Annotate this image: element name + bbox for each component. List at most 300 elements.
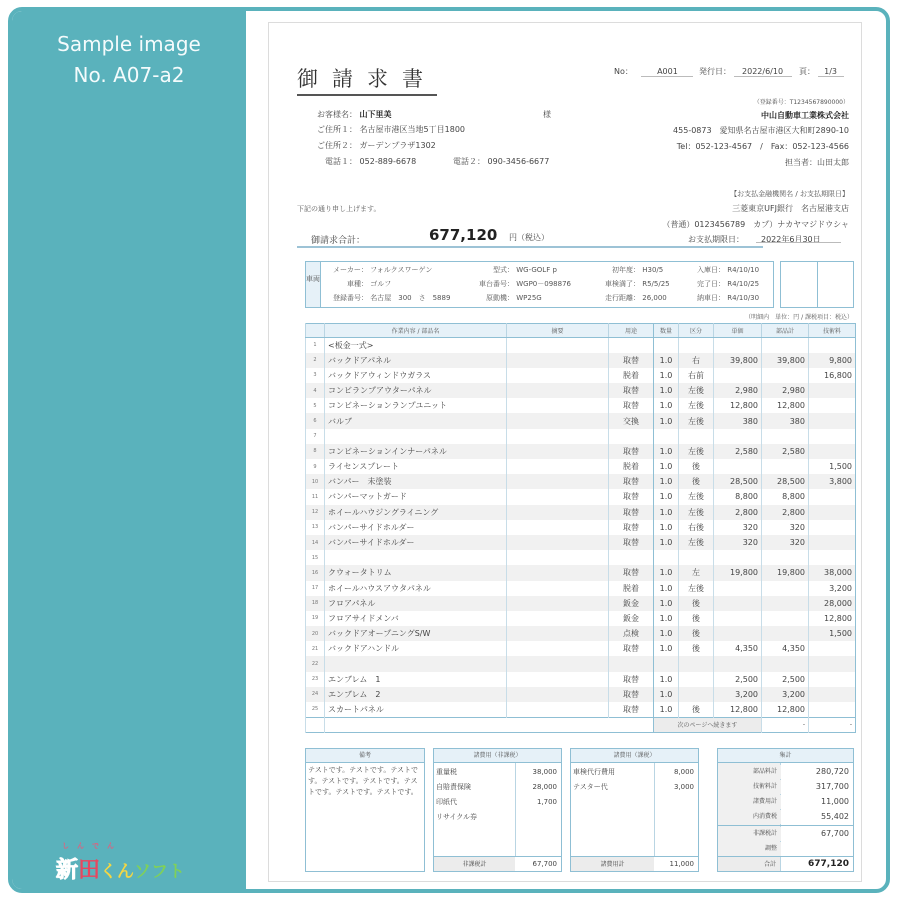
cell-position: 後: [679, 702, 714, 717]
cell-memo: [507, 459, 609, 474]
cell-memo: [507, 505, 609, 520]
nontax-item-label: 自賠責保険: [436, 783, 471, 791]
chassis-value: WGP0－098876: [516, 280, 571, 288]
customer-address1: [317, 124, 465, 135]
cell-position: [679, 338, 714, 353]
summary-item-value: 67,700: [821, 829, 849, 838]
cell-usage: 取替: [609, 641, 654, 656]
cont-blank: [306, 717, 325, 732]
table-row: [306, 656, 856, 671]
cell-position: 後: [679, 596, 714, 611]
cell-parts-total: 8,800: [762, 489, 809, 504]
mileage-value: 26,000: [642, 294, 667, 302]
stamp-divider: [817, 262, 818, 307]
cell-row-number: 4: [306, 383, 325, 398]
table-row: [306, 413, 856, 428]
table-row: [306, 596, 856, 611]
cell-memo: [507, 489, 609, 504]
cell-parts-total: 12,800: [762, 398, 809, 413]
summary-item: [718, 780, 853, 794]
intro-text: 下記の通り申し上げます。: [297, 205, 381, 213]
summary-item-label: 諸費用計: [718, 795, 781, 809]
cell-parts-total: [762, 581, 809, 596]
cell-position: [679, 687, 714, 702]
invoice-title: 御請求書: [297, 63, 437, 96]
summary-item: [718, 842, 853, 856]
cell-quantity: 1.0: [654, 444, 679, 459]
cell-parts-total: 320: [762, 520, 809, 535]
done-date-label: 完了日：: [697, 280, 725, 288]
cell-part-name: バンパーマットガード: [325, 489, 507, 504]
payment-bank: 三菱東京UFJ銀行 名古屋港支店: [732, 204, 849, 213]
sample-title-line2: No. A07-a2: [73, 63, 185, 87]
cell-tech-fee: [809, 656, 856, 671]
tax-item: [571, 765, 698, 779]
table-row: [306, 565, 856, 580]
col-parts: 部品計: [762, 324, 809, 338]
cell-part-name: クウォータトリム: [325, 565, 507, 580]
cell-unit-price: [714, 581, 762, 596]
due-underline: [756, 242, 841, 243]
cell-part-name: <板金一式>: [325, 338, 507, 353]
cell-tech-fee: [809, 338, 856, 353]
cell-usage: 取替: [609, 520, 654, 535]
cell-row-number: 1: [306, 338, 325, 353]
nontax-item-label: 印紙代: [436, 798, 457, 806]
summary-divider: [718, 825, 853, 826]
maker-value: フォルクスワーゲン: [370, 266, 433, 274]
cell-memo: [507, 672, 609, 687]
cell-parts-total: [762, 596, 809, 611]
logo-part-3: くん: [100, 862, 135, 882]
cell-position: 左: [679, 565, 714, 580]
cell-tech-fee: 1,500: [809, 459, 856, 474]
cell-unit-price: 8,800: [714, 489, 762, 504]
nontax-item: [434, 795, 561, 809]
nontax-expenses-box: [433, 748, 562, 872]
maker-label: メーカー：: [333, 266, 368, 274]
cell-tech-fee: [809, 383, 856, 398]
cell-unit-price: [714, 368, 762, 383]
engine-value: WP25G: [516, 294, 542, 302]
cell-unit-price: [714, 656, 762, 671]
cell-memo: [507, 596, 609, 611]
col-use: 用途: [609, 324, 654, 338]
cell-row-number: 3: [306, 368, 325, 383]
cell-unit-price: [714, 459, 762, 474]
cell-parts-total: 3,200: [762, 687, 809, 702]
cell-usage: 取替: [609, 383, 654, 398]
tel2-label: 電話２：: [453, 157, 485, 166]
tax-heading: 諸費用（課税）: [571, 749, 698, 763]
cell-row-number: 10: [306, 474, 325, 489]
cell-parts-total: [762, 626, 809, 641]
cell-part-name: バンパーサイドホルダー: [325, 535, 507, 550]
cell-unit-price: 2,980: [714, 383, 762, 398]
cell-quantity: [654, 656, 679, 671]
cell-unit-price: 2,800: [714, 505, 762, 520]
address1-value: 名古屋市港区当地5丁目1800: [359, 125, 465, 134]
cell-usage: 取替: [609, 505, 654, 520]
sample-title-line1: Sample image: [57, 32, 201, 56]
tax-item-value: 3,000: [673, 783, 694, 791]
cell-part-name: バンパーサイドホルダー: [325, 520, 507, 535]
cell-tech-fee: [809, 489, 856, 504]
cell-usage: 取替: [609, 565, 654, 580]
vehicle-maker: [333, 265, 432, 275]
cell-usage: 取替: [609, 489, 654, 504]
cell-row-number: 2: [306, 353, 325, 368]
cell-memo: [507, 626, 609, 641]
cell-part-name: コンビランプアウターパネル: [325, 383, 507, 398]
cell-position: 後: [679, 611, 714, 626]
vehicle-in-date: [697, 265, 759, 275]
col-no: [306, 324, 325, 338]
company-staff: 担当者：山田太郎: [785, 158, 849, 167]
cell-tech-fee: [809, 702, 856, 717]
plate-value: 名古屋 300 さ 5889: [370, 294, 451, 302]
nontax-total-row: [434, 856, 561, 871]
nontax-item: [434, 780, 561, 794]
payment-account: （普通）0123456789 カプ）ナカヤマジドウシャ: [662, 220, 849, 229]
cell-unit-price: [714, 550, 762, 565]
vehicle-info-box: [305, 261, 774, 308]
col-name: 作業内容 / 部品名: [325, 324, 507, 338]
cell-memo: [507, 656, 609, 671]
cell-usage: 脱着: [609, 581, 654, 596]
cell-position: 左後: [679, 398, 714, 413]
cell-row-number: 6: [306, 413, 325, 428]
remarks-box: [305, 748, 425, 872]
chassis-label: 車台番号：: [479, 280, 514, 288]
company-reg-no: （登録番号：T1234567890000）: [753, 99, 849, 106]
cell-unit-price: [714, 611, 762, 626]
cell-parts-total: [762, 550, 809, 565]
page-label: 頁：: [799, 67, 815, 76]
mileage-label: 走行距離：: [605, 294, 640, 302]
cell-memo: [507, 429, 609, 444]
cell-unit-price: 2,500: [714, 672, 762, 687]
cell-quantity: 1.0: [654, 368, 679, 383]
logo-part-2: 田: [78, 858, 101, 883]
cell-part-name: コンビネーションランプユニット: [325, 398, 507, 413]
cell-position: 右後: [679, 520, 714, 535]
cell-tech-fee: 9,800: [809, 353, 856, 368]
table-row: [306, 535, 856, 550]
vehicle-first-reg: [612, 265, 663, 275]
cell-position: 後: [679, 474, 714, 489]
cell-memo: [507, 338, 609, 353]
cell-memo: [507, 474, 609, 489]
invoice-no: [614, 66, 693, 77]
cell-unit-price: 380: [714, 413, 762, 428]
cell-position: 左後: [679, 581, 714, 596]
cell-position: 左後: [679, 444, 714, 459]
cell-memo: [507, 383, 609, 398]
customer-tel1: [325, 156, 416, 167]
customer-name-row: [317, 109, 392, 120]
tel2-value: 090-3456-6677: [487, 157, 550, 166]
company-tel-fax: Tel：052-123-4567 / Fax：052-123-4566: [676, 142, 849, 151]
nontax-item-label: リサイクル券: [436, 813, 478, 821]
page-indicator: [799, 66, 844, 77]
cell-position: 左後: [679, 489, 714, 504]
summary-item: [718, 765, 853, 779]
cell-row-number: 24: [306, 687, 325, 702]
cell-position: 後: [679, 626, 714, 641]
stamp-box: [780, 261, 854, 308]
cell-memo: [507, 353, 609, 368]
vehicle-mileage: [605, 293, 667, 303]
cell-row-number: 8: [306, 444, 325, 459]
table-row: [306, 338, 856, 353]
sidebar: [12, 11, 246, 889]
delivery-date-label: 納車日：: [697, 294, 725, 302]
cell-row-number: 16: [306, 565, 325, 580]
cell-unit-price: [714, 429, 762, 444]
cell-quantity: 1.0: [654, 596, 679, 611]
cell-memo: [507, 444, 609, 459]
table-row: [306, 687, 856, 702]
cell-position: 後: [679, 459, 714, 474]
total-unit: 円（税込）: [509, 233, 549, 242]
customer-address2: [317, 140, 436, 151]
nontax-item-value: 28,000: [532, 783, 557, 791]
cell-parts-total: 4,350: [762, 641, 809, 656]
tax-item-label: テスター代: [573, 783, 608, 791]
customer-name-label: お客様名：: [317, 110, 357, 119]
cell-parts-total: [762, 429, 809, 444]
summary-total-value: 677,120: [808, 859, 849, 869]
cell-position: [679, 672, 714, 687]
cell-memo: [507, 641, 609, 656]
nontax-item: [434, 765, 561, 779]
cell-position: 左後: [679, 505, 714, 520]
cell-quantity: 1.0: [654, 641, 679, 656]
vehicle-inspection: [605, 279, 670, 289]
cell-usage: [609, 550, 654, 565]
summary-item-label: 部品料計: [718, 765, 781, 779]
delivery-date-value: R4/10/30: [727, 294, 760, 302]
cell-quantity: 1.0: [654, 687, 679, 702]
first-reg-value: H30/5: [642, 266, 664, 274]
cell-position: 左後: [679, 535, 714, 550]
cell-quantity: [654, 338, 679, 353]
cell-memo: [507, 398, 609, 413]
cell-quantity: 1.0: [654, 520, 679, 535]
cell-position: [679, 550, 714, 565]
cell-parts-total: [762, 338, 809, 353]
tax-item-value: 8,000: [673, 768, 694, 776]
company-address: 455-0873 愛知県名古屋市港区大和町2890-10: [673, 126, 849, 135]
cell-parts-total: 2,500: [762, 672, 809, 687]
summary-item-value: 11,000: [821, 797, 849, 806]
cell-quantity: [654, 429, 679, 444]
cell-parts-total: 39,800: [762, 353, 809, 368]
cell-unit-price: 12,800: [714, 702, 762, 717]
cell-unit-price: 39,800: [714, 353, 762, 368]
tax-item: [571, 780, 698, 794]
honorific: 様: [543, 110, 551, 119]
cell-position: 後: [679, 641, 714, 656]
page-value: 1/3: [818, 67, 844, 77]
cell-usage: 取替: [609, 444, 654, 459]
engine-label: 原動機：: [486, 294, 514, 302]
payment-heading: 【お支払金融機関名 / お支払期限日】: [730, 190, 849, 198]
cell-position: 左後: [679, 413, 714, 428]
table-unit-note: （明細内 単位：円 / 課税項目：税込）: [745, 314, 853, 321]
table-row: [306, 489, 856, 504]
cell-tech-fee: 38,000: [809, 565, 856, 580]
cell-row-number: 5: [306, 398, 325, 413]
cell-row-number: 14: [306, 535, 325, 550]
cell-row-number: 13: [306, 520, 325, 535]
summary-heading: 集計: [718, 749, 853, 763]
table-row: [306, 520, 856, 535]
cell-parts-total: 380: [762, 413, 809, 428]
plate-label: 登録番号：: [333, 294, 368, 302]
issue-date-label: 発行日：: [699, 67, 731, 76]
cell-part-name: エンブレム 2: [325, 687, 507, 702]
vehicle-done-date: [697, 279, 759, 289]
logo-part-4: ソフト: [134, 862, 186, 882]
vehicle-type: [493, 265, 557, 275]
cell-parts-total: 12,800: [762, 702, 809, 717]
cell-position: 右: [679, 353, 714, 368]
cell-part-name: [325, 550, 507, 565]
tel1-label: 電話１：: [325, 157, 357, 166]
tel1-value: 052-889-6678: [359, 157, 417, 166]
summary-item-label: 内消費税: [718, 810, 781, 824]
cell-quantity: 1.0: [654, 383, 679, 398]
cell-tech-fee: 3,800: [809, 474, 856, 489]
cell-usage: 取替: [609, 535, 654, 550]
cell-quantity: 1.0: [654, 626, 679, 641]
summary-item-label: 調整: [718, 842, 781, 856]
cell-row-number: 20: [306, 626, 325, 641]
table-row: [306, 626, 856, 641]
cell-quantity: 1.0: [654, 702, 679, 717]
cell-memo: [507, 413, 609, 428]
vehicle-engine: [486, 293, 542, 303]
cell-tech-fee: [809, 687, 856, 702]
cell-unit-price: 28,500: [714, 474, 762, 489]
brand-logo: [56, 842, 186, 884]
cont-parts: -: [762, 717, 809, 732]
cell-usage: 取替: [609, 702, 654, 717]
cell-usage: 交換: [609, 413, 654, 428]
first-reg-label: 初年度：: [612, 266, 640, 274]
cell-position: [679, 656, 714, 671]
cell-part-name: バンパー 未塗装: [325, 474, 507, 489]
vehicle-chassis: [479, 279, 571, 289]
cell-row-number: 18: [306, 596, 325, 611]
table-row: [306, 611, 856, 626]
cell-parts-total: 2,800: [762, 505, 809, 520]
cell-quantity: 1.0: [654, 581, 679, 596]
cell-row-number: 7: [306, 429, 325, 444]
cell-usage: 点検: [609, 626, 654, 641]
cell-usage: [609, 656, 654, 671]
tax-expenses-box: [570, 748, 699, 872]
cell-row-number: 22: [306, 656, 325, 671]
summary-item: [718, 795, 853, 809]
cell-quantity: 1.0: [654, 672, 679, 687]
vehicle-plate: [333, 293, 450, 303]
cell-part-name: ライセンスプレート: [325, 459, 507, 474]
customer-name: 山下里美: [359, 110, 392, 119]
vehicle-delivery-date: [697, 293, 759, 303]
cell-tech-fee: 3,200: [809, 581, 856, 596]
cell-quantity: 1.0: [654, 565, 679, 580]
summary-item: [718, 810, 853, 824]
cell-parts-total: 28,500: [762, 474, 809, 489]
tax-total-label: 諸費用計: [571, 857, 654, 871]
summary-item-label: 技術料計: [718, 780, 781, 794]
cell-usage: 取替: [609, 398, 654, 413]
col-pos: 区分: [679, 324, 714, 338]
cell-part-name: バックドアオープニングS/W: [325, 626, 507, 641]
cell-quantity: 1.0: [654, 398, 679, 413]
cell-part-name: コンビネーションインナーパネル: [325, 444, 507, 459]
work-detail-table: [305, 323, 856, 733]
cell-row-number: 23: [306, 672, 325, 687]
col-price: 単価: [714, 324, 762, 338]
cell-part-name: バックドアウィンドウガラス: [325, 368, 507, 383]
cell-row-number: 19: [306, 611, 325, 626]
cell-tech-fee: 1,500: [809, 626, 856, 641]
summary-total-row: [718, 856, 853, 871]
cell-unit-price: 320: [714, 520, 762, 535]
issue-date: [699, 66, 792, 77]
cell-tech-fee: 28,000: [809, 596, 856, 611]
nontax-heading: 諸費用（非課税）: [434, 749, 561, 763]
cell-memo: [507, 702, 609, 717]
cell-memo: [507, 368, 609, 383]
table-row: [306, 672, 856, 687]
cell-part-name: フロアパネル: [325, 596, 507, 611]
in-date-value: R4/10/10: [727, 266, 760, 274]
summary-item-value: 55,402: [821, 812, 849, 821]
cell-part-name: フロアサイドメンバ: [325, 611, 507, 626]
cell-usage: 鈑金: [609, 611, 654, 626]
cell-tech-fee: [809, 520, 856, 535]
cell-tech-fee: 12,800: [809, 611, 856, 626]
cell-usage: [609, 338, 654, 353]
cell-tech-fee: [809, 550, 856, 565]
invoice-paper: [268, 22, 862, 882]
nontax-item-value: 1,700: [536, 798, 557, 806]
payment-due-label: お支払期限日：: [688, 235, 744, 244]
address1-label: ご住所１：: [317, 125, 357, 134]
cell-quantity: 1.0: [654, 505, 679, 520]
cell-quantity: 1.0: [654, 611, 679, 626]
model-value: ゴルフ: [370, 280, 392, 288]
cell-memo: [507, 550, 609, 565]
cell-tech-fee: [809, 672, 856, 687]
cell-part-name: [325, 429, 507, 444]
cell-row-number: 12: [306, 505, 325, 520]
table-row: [306, 383, 856, 398]
continuation-row: [306, 717, 856, 732]
inspection-label: 車検満了：: [605, 280, 640, 288]
cell-memo: [507, 687, 609, 702]
table-row: [306, 398, 856, 413]
table-row: [306, 702, 856, 717]
summary-total-label: 合計: [718, 857, 781, 871]
cell-quantity: 1.0: [654, 353, 679, 368]
summary-item-value: 317,700: [815, 782, 849, 791]
